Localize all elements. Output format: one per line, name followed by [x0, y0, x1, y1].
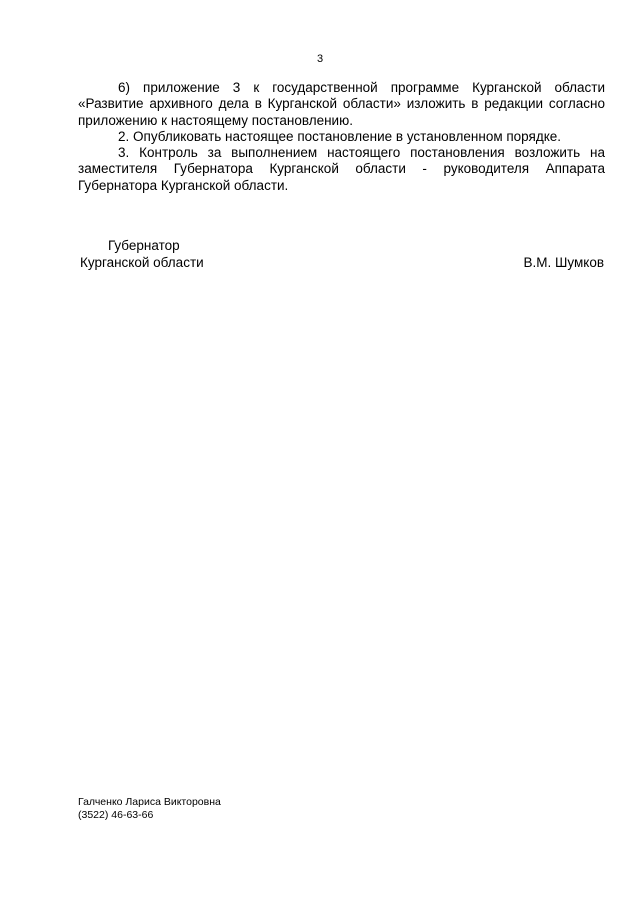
executor-name: Галченко Лариса Викторовна	[78, 796, 221, 808]
signature-title-line-1: Губернатор	[108, 238, 180, 253]
paragraph-item-2: 2. Опубликовать настоящее постановление в установленном порядке.	[118, 128, 562, 144]
paragraph-item-3: 3. Контроль за выполнением настоящего постановления возложить на заместителя Губернатора Курганской области - руководителя Аппарата Губернатора Курганской области.	[78, 145, 605, 193]
paragraph-item-6: 6) приложение 3 к государственной программе Курганской области «Развитие архивного дела в Курганской области» изложить в редакции согласно приложению к настоящему постановлению.	[78, 80, 605, 128]
page-number: 3	[316, 53, 324, 65]
document-body	[78, 80, 605, 194]
executor-phone: (3522) 46-63-66	[78, 809, 154, 821]
signature-name: В.М. Шумков	[523, 255, 604, 270]
signature-title-line-2: Курганской области	[80, 255, 204, 270]
executor-block	[78, 796, 221, 822]
